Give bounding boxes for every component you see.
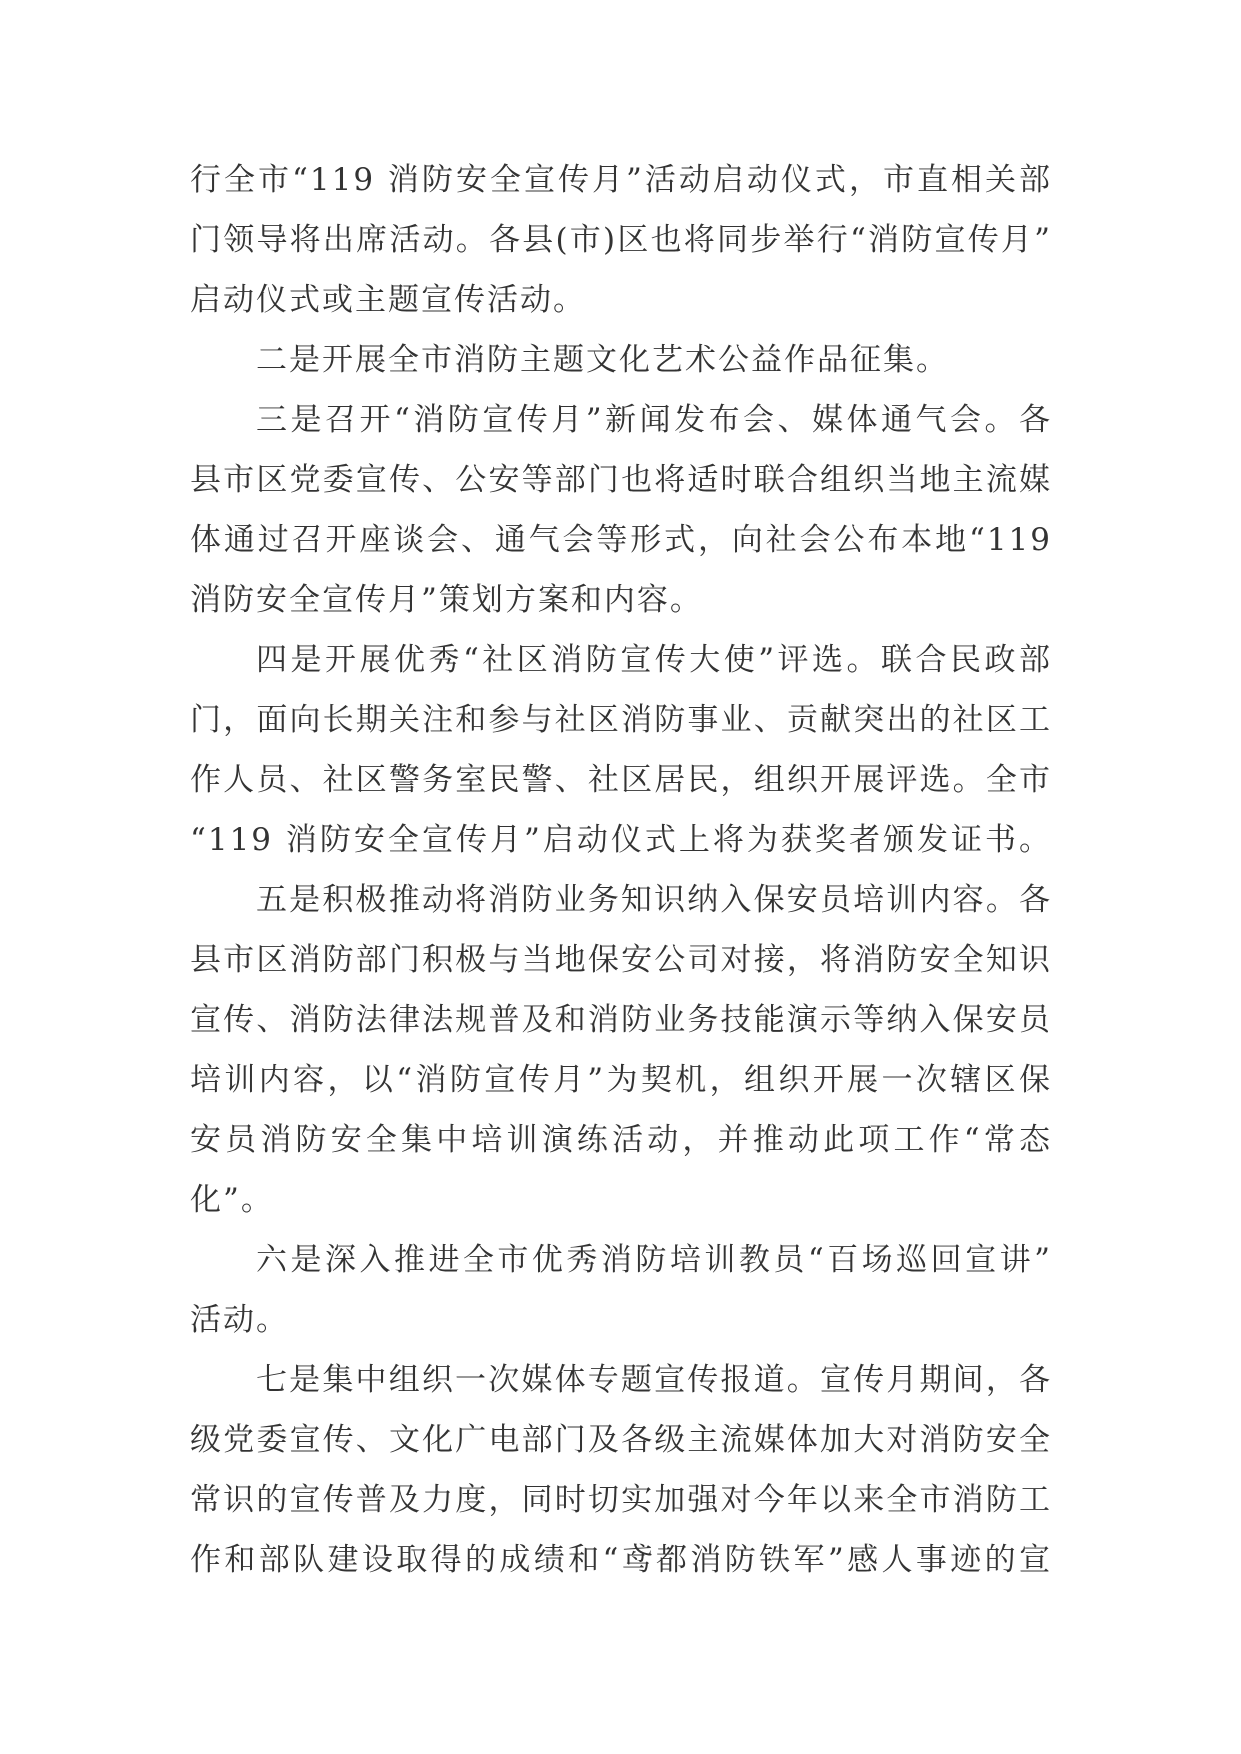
text-line: 县市区党委宣传、公安等部门也将适时联合组织当地主流媒 [190, 462, 1052, 498]
document-body [190, 160, 1052, 1580]
text-line: “119 消防安全宣传月”启动仪式上将为获奖者颁发证书。 [190, 822, 1052, 858]
text-line: 门，面向长期关注和参与社区消防事业、贡献突出的社区工 [190, 702, 1052, 738]
text-line: 二是开展全市消防主题文化艺术公益作品征集。 [256, 342, 949, 378]
text-line: 行全市“119 消防安全宣传月”活动启动仪式，市直相关部 [190, 162, 1052, 198]
text-line: 作人员、社区警务室民警、社区居民，组织开展评选。全市 [190, 762, 1052, 798]
text-line: 活动。 [190, 1302, 289, 1338]
text-line: 门领导将出席活动。各县(市)区也将同步举行“消防宣传月” [190, 222, 1052, 258]
text-line: 县市区消防部门积极与当地保安公司对接，将消防安全知识 [190, 942, 1052, 978]
text-line: 七是集中组织一次媒体专题宣传报道。宣传月期间，各 [256, 1362, 1052, 1398]
text-line: 消防安全宣传月”策划方案和内容。 [190, 582, 703, 618]
text-line: 常识的宣传普及力度，同时切实加强对今年以来全市消防工 [190, 1482, 1052, 1518]
text-line: 作和部队建设取得的成绩和“鸢都消防铁军”感人事迹的宣 [190, 1542, 1052, 1578]
text-line: 六是深入推进全市优秀消防培训教员“百场巡回宣讲” [256, 1242, 1052, 1278]
text-line: 级党委宣传、文化广电部门及各级主流媒体加大对消防安全 [190, 1422, 1052, 1458]
text-line: 四是开展优秀“社区消防宣传大使”评选。联合民政部 [256, 642, 1052, 678]
text-line: 启动仪式或主题宣传活动。 [190, 282, 586, 318]
text-line: 安员消防安全集中培训演练活动，并推动此项工作“常态 [190, 1122, 1052, 1158]
text-line: 五是积极推动将消防业务知识纳入保安员培训内容。各 [256, 882, 1052, 918]
text-line: 体通过召开座谈会、通气会等形式，向社会公布本地“119 [190, 522, 1052, 558]
text-line: 培训内容，以“消防宣传月”为契机，组织开展一次辖区保 [190, 1062, 1052, 1098]
text-line: 三是召开“消防宣传月”新闻发布会、媒体通气会。各 [256, 402, 1052, 438]
text-line: 化”。 [190, 1182, 274, 1218]
text-line: 宣传、消防法律法规普及和消防业务技能演示等纳入保安员 [190, 1002, 1052, 1038]
